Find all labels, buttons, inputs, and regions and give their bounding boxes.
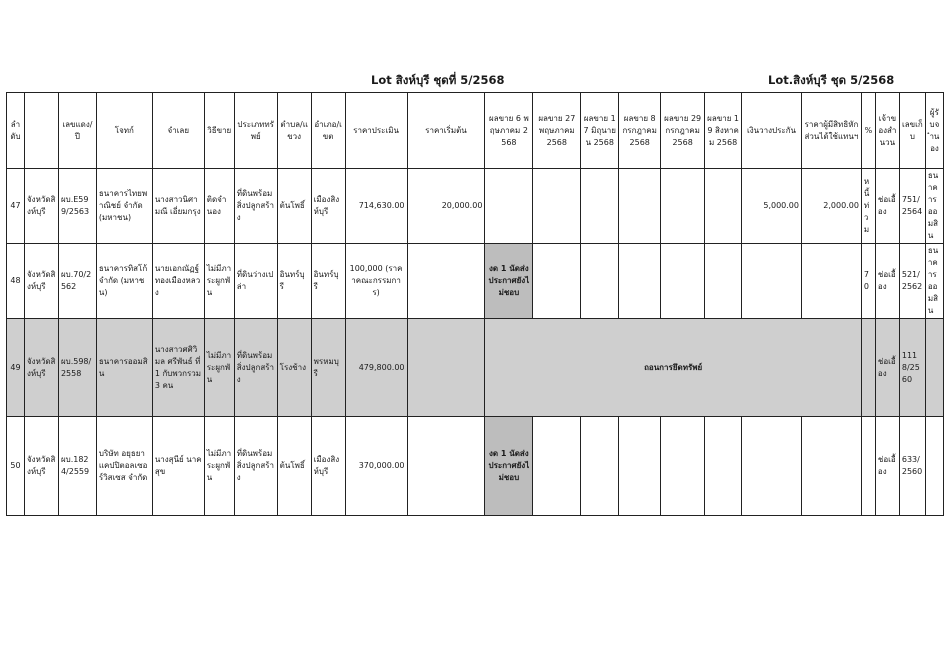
cell-owner: ช่อเอื้อง [875,319,899,417]
cell-sale-method: ติดจำนอง [204,169,234,244]
col-defendant: จำเลย [152,93,204,169]
col-right-price: ราคาผู้มีสิทธิหักส่วนได้ใช้แทนฯ [801,93,861,169]
cell-appraised: 714,630.00 [345,169,407,244]
cell-round-5 [661,244,705,319]
cell-round-5 [661,169,705,244]
col-appraised: ราคาประเมิน [345,93,407,169]
lot-title-right: Lot.สิงห์บุรี ชุด 5/2568 [768,73,895,87]
cell-asset-type: ที่ดินพร้อมสิ่งปลูกสร้าง [234,417,277,516]
col-pct: % [861,93,875,169]
auction-table [6,92,944,516]
lot-title-left: Lot สิงห์บุรี ชุดที่ 5/2568 [371,73,505,87]
cell-round-3 [581,417,619,516]
cell-pct [861,417,875,516]
cell-seq: 49 [7,319,25,417]
cell-district: พรหมบุรี [311,319,345,417]
cell-round-5 [661,417,705,516]
cell-case-no: ผบ.1824/2559 [58,417,96,516]
cell-start-price [407,319,485,417]
cell-seq: 48 [7,244,25,319]
cell-receiver [925,319,943,417]
cell-defendant: นางสาวศศิวิมล ศรีพันธ์ ที่ 1 กับพวกรวม 3 คน [152,319,204,417]
cell-asset-type: ที่ดินพร้อมสิ่งปลูกสร้าง [234,169,277,244]
col-round-4: ผลขาย 8 กรกฎาคม 2568 [619,93,661,169]
cell-owner: ช่อเอื้อง [875,169,899,244]
cell-round-3 [581,244,619,319]
cell-province: จังหวัดสิงห์บุรี [24,319,58,417]
col-start-price: ราคาเริ่มต้น [407,93,485,169]
table-row [7,244,944,319]
cell-owner: ช่อเอื้อง [875,417,899,516]
cell-district: เมืองสิงห์บุรี [311,417,345,516]
withdraw-notice: ถอนการยึดทรัพย์ [485,319,862,417]
cell-right-price [801,244,861,319]
cell-start-price [407,244,485,319]
cell-subdistrict: โรงช้าง [277,319,311,417]
cell-province: จังหวัดสิงห์บุรี [24,244,58,319]
cell-pct [861,319,875,417]
cell-sale-method: ไม่มีภาระผูกพัน [204,244,234,319]
col-round-3: ผลขาย 17 มิถุนายน 2568 [581,93,619,169]
cell-district: อินทร์บุรี [311,244,345,319]
col-file-no: เลขเก็บ [899,93,925,169]
col-plaintiff: โจทก์ [96,93,152,169]
cell-receiver: ธนาคารออมสิน [925,169,943,244]
cell-round-2 [533,169,581,244]
table-row [7,169,944,244]
cell-file-no: 751/2564 [899,169,925,244]
cell-defendant: นางสาวนิศามณี เอี่ยมกรุง [152,169,204,244]
header-row [7,93,944,169]
cell-round-4 [619,417,661,516]
cell-case-no: ผบ.E599/2563 [58,169,96,244]
table-row [7,417,944,516]
cell-owner: ช่อเอื้อง [875,244,899,319]
cell-seq: 50 [7,417,25,516]
cell-right-price [801,417,861,516]
cell-pct: หนี้ท่วม [861,169,875,244]
cell-round-6 [705,169,742,244]
cell-plaintiff: ธนาคารไทยพาณิชย์ จำกัด (มหาชน) [96,169,152,244]
cell-file-no: 633/2560 [899,417,925,516]
cell-round-1 [485,169,533,244]
cell-receiver: ธนาคารออมสิน [925,244,943,319]
cell-pct: 70 [861,244,875,319]
cell-province: จังหวัดสิงห์บุรี [24,169,58,244]
table-row [7,319,944,417]
col-deposit: เงินวางประกัน [742,93,802,169]
col-subdistrict: ตำบล/แขวง [277,93,311,169]
col-round-1: ผลขาย 6 พฤษภาคม 2568 [485,93,533,169]
cell-plaintiff: ธนาคารทิสโก้ จำกัด (มหาชน) [96,244,152,319]
cell-round-3 [581,169,619,244]
col-owner: เจ้าของสำนวน [875,93,899,169]
cell-case-no: ผบ.598/2558 [58,319,96,417]
cell-sale-method: ไม่มีภาระผูกพัน [204,319,234,417]
col-round-2: ผลขาย 27 พฤษภาคม 2568 [533,93,581,169]
cell-defendant: นางสุนีย์ นาคสุข [152,417,204,516]
cell-defendant: นายเอกณัฏฐ์ ทองเมืองหลวง [152,244,204,319]
cell-appraised: 100,000 (ราคาคณะกรรมการ) [345,244,407,319]
cell-round-4 [619,169,661,244]
col-round-5: ผลขาย 29 กรกฎาคม 2568 [661,93,705,169]
cell-start-price: 20,000.00 [407,169,485,244]
col-asset-type: ประเภททรัพย์ [234,93,277,169]
cell-case-no: ผบ.70/2562 [58,244,96,319]
col-seq: ลำดับ [7,93,25,169]
cell-round-1-note: งด 1 นัดส่งประกาศยังไม่ชอบ [485,244,533,319]
col-case-no: เลขแดง/ปี [58,93,96,169]
cell-plaintiff: ธนาคารออมสิน [96,319,152,417]
cell-appraised: 370,000.00 [345,417,407,516]
cell-right-price: 2,000.00 [801,169,861,244]
cell-appraised: 479,800.00 [345,319,407,417]
cell-subdistrict: อินทร์บุรี [277,244,311,319]
cell-receiver [925,417,943,516]
cell-round-2 [533,244,581,319]
cell-round-2 [533,417,581,516]
cell-asset-type: ที่ดินพร้อมสิ่งปลูกสร้าง [234,319,277,417]
cell-seq: 47 [7,169,25,244]
cell-deposit: 5,000.00 [742,169,802,244]
cell-deposit [742,417,802,516]
cell-file-no: 1118/2560 [899,319,925,417]
cell-round-6 [705,417,742,516]
cell-subdistrict: ต้นโพธิ์ [277,417,311,516]
cell-subdistrict: ต้นโพธิ์ [277,169,311,244]
cell-asset-type: ที่ดินว่างเปล่า [234,244,277,319]
cell-round-4 [619,244,661,319]
col-district: อำเภอ/เขต [311,93,345,169]
cell-round-1-note: งด 1 นัดส่งประกาศยังไม่ชอบ [485,417,533,516]
cell-plaintiff: บริษัท อยุธยาแคปปิตอลเซอร์วิสเซส จำกัด [96,417,152,516]
cell-district: เมืองสิงห์บุรี [311,169,345,244]
col-province [24,93,58,169]
cell-province: จังหวัดสิงห์บุรี [24,417,58,516]
col-round-6: ผลขาย 19 สิงหาคม 2568 [705,93,742,169]
cell-round-6 [705,244,742,319]
cell-sale-method: ไม่มีภาระผูกพัน [204,417,234,516]
cell-file-no: 521/2562 [899,244,925,319]
cell-start-price [407,417,485,516]
cell-deposit [742,244,802,319]
col-receiver: ผู้รับจำนอง [925,93,943,169]
col-sale-method: วิธีขาย [204,93,234,169]
